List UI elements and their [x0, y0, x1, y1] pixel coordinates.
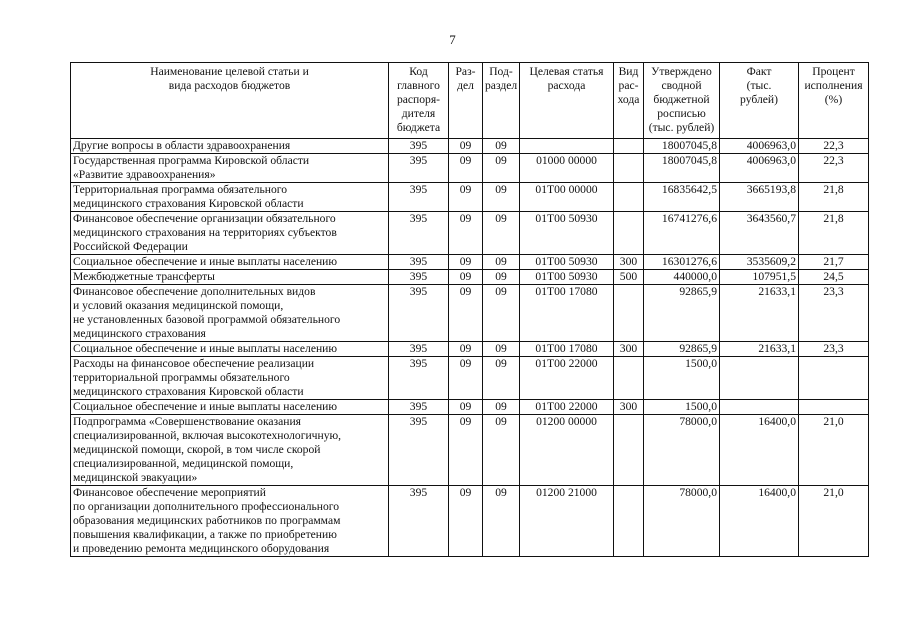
table-row	[71, 139, 869, 154]
cell-name: Финансовое обеспечение дополнительных видов и условий оказания медицинской помощи, не установленных базовой программой обязательного медицинского страхования	[71, 285, 389, 342]
table-row	[71, 154, 869, 183]
cell-vid	[614, 183, 644, 212]
cell-podrazdel: 09	[483, 486, 520, 557]
cell-razdel: 09	[449, 486, 483, 557]
cell-kgrb: 395	[389, 183, 449, 212]
table-row	[71, 285, 869, 342]
cell-name: Территориальная программа обязательного медицинского страхования Кировской области	[71, 183, 389, 212]
cell-podrazdel: 09	[483, 154, 520, 183]
cell-kgrb: 395	[389, 486, 449, 557]
cell-podrazdel: 09	[483, 255, 520, 270]
cell-kgrb: 395	[389, 270, 449, 285]
cell-utv: 1500,0	[644, 357, 720, 400]
cell-podrazdel: 09	[483, 342, 520, 357]
header-vid: Вид рас- хода	[614, 63, 644, 139]
cell-podrazdel: 09	[483, 183, 520, 212]
cell-utv: 78000,0	[644, 486, 720, 557]
cell-name: Другие вопросы в области здравоохранения	[71, 139, 389, 154]
cell-fakt: 3643560,7	[720, 212, 799, 255]
cell-kgrb: 395	[389, 342, 449, 357]
cell-kgrb: 395	[389, 415, 449, 486]
cell-tsel: 01Т00 50930	[520, 212, 614, 255]
cell-vid	[614, 154, 644, 183]
cell-vid	[614, 139, 644, 154]
table-body	[71, 139, 869, 557]
cell-fakt: 4006963,0	[720, 139, 799, 154]
cell-tsel: 01200 21000	[520, 486, 614, 557]
cell-fakt	[720, 400, 799, 415]
cell-utv: 78000,0	[644, 415, 720, 486]
cell-fakt: 4006963,0	[720, 154, 799, 183]
cell-procent: 23,3	[799, 285, 869, 342]
cell-procent: 21,0	[799, 486, 869, 557]
table-row	[71, 342, 869, 357]
cell-vid: 500	[614, 270, 644, 285]
cell-name: Расходы на финансовое обеспечение реализации территориальной программы обязательного медицинского страхования Кировской области	[71, 357, 389, 400]
cell-name: Государственная программа Кировской области «Развитие здравоохранения»	[71, 154, 389, 183]
cell-podrazdel: 09	[483, 400, 520, 415]
cell-procent: 21,0	[799, 415, 869, 486]
cell-tsel: 01Т00 17080	[520, 285, 614, 342]
cell-tsel	[520, 139, 614, 154]
cell-kgrb: 395	[389, 400, 449, 415]
cell-fakt: 16400,0	[720, 486, 799, 557]
cell-razdel: 09	[449, 154, 483, 183]
header-utv: Утверждено сводной бюджетной росписью (тыс. рублей)	[644, 63, 720, 139]
cell-podrazdel: 09	[483, 285, 520, 342]
cell-razdel: 09	[449, 342, 483, 357]
cell-razdel: 09	[449, 415, 483, 486]
cell-razdel: 09	[449, 270, 483, 285]
cell-name: Финансовое обеспечение организации обязательного медицинского страхования на территориях субъектов Российской Федерации	[71, 212, 389, 255]
header-name: Наименование целевой статьи и вида расходов бюджетов	[71, 63, 389, 139]
cell-podrazdel: 09	[483, 139, 520, 154]
cell-podrazdel: 09	[483, 212, 520, 255]
cell-kgrb: 395	[389, 357, 449, 400]
cell-name: Подпрограмма «Совершенствование оказания специализированной, включая высокотехнологичную, медицинской помощи, скорой, в том числе скорой специализированной, медицинской помощи, медицинской эвакуации»	[71, 415, 389, 486]
cell-name: Социальное обеспечение и иные выплаты населению	[71, 255, 389, 270]
table-row	[71, 357, 869, 400]
cell-utv: 92865,9	[644, 342, 720, 357]
header-fakt: Факт (тыс. рублей)	[720, 63, 799, 139]
cell-razdel: 09	[449, 212, 483, 255]
table-row	[71, 212, 869, 255]
cell-razdel: 09	[449, 139, 483, 154]
cell-fakt: 21633,1	[720, 285, 799, 342]
cell-tsel: 01Т00 50930	[520, 255, 614, 270]
cell-vid	[614, 357, 644, 400]
cell-fakt	[720, 357, 799, 400]
cell-utv: 16835642,5	[644, 183, 720, 212]
cell-procent: 23,3	[799, 342, 869, 357]
cell-vid: 300	[614, 255, 644, 270]
cell-procent: 24,5	[799, 270, 869, 285]
cell-fakt: 3535609,2	[720, 255, 799, 270]
cell-utv: 1500,0	[644, 400, 720, 415]
cell-kgrb: 395	[389, 154, 449, 183]
header-procent: Процент исполнения (%)	[799, 63, 869, 139]
cell-fakt: 107951,5	[720, 270, 799, 285]
page-number: 7	[449, 32, 456, 47]
cell-kgrb: 395	[389, 139, 449, 154]
cell-name: Социальное обеспечение и иные выплаты населению	[71, 400, 389, 415]
cell-name: Финансовое обеспечение мероприятий по организации дополнительного профессионального образования медицинских работников по программам повышения квалификации, а также по приобретению и проведению ремонта медицинского оборудования	[71, 486, 389, 557]
cell-tsel: 01200 00000	[520, 415, 614, 486]
cell-vid	[614, 486, 644, 557]
cell-utv: 18007045,8	[644, 154, 720, 183]
cell-fakt: 21633,1	[720, 342, 799, 357]
cell-procent: 22,3	[799, 139, 869, 154]
header-kgrb: Код главного распоря- дителя бюджета	[389, 63, 449, 139]
cell-razdel: 09	[449, 183, 483, 212]
cell-vid	[614, 415, 644, 486]
cell-fakt: 3665193,8	[720, 183, 799, 212]
cell-kgrb: 395	[389, 255, 449, 270]
cell-fakt: 16400,0	[720, 415, 799, 486]
cell-procent: 21,8	[799, 183, 869, 212]
table-row	[71, 486, 869, 557]
cell-razdel: 09	[449, 357, 483, 400]
cell-tsel: 01000 00000	[520, 154, 614, 183]
cell-tsel: 01Т00 00000	[520, 183, 614, 212]
cell-vid: 300	[614, 342, 644, 357]
cell-tsel: 01Т00 50930	[520, 270, 614, 285]
cell-podrazdel: 09	[483, 415, 520, 486]
table-header	[71, 63, 869, 139]
cell-vid	[614, 285, 644, 342]
cell-utv: 18007045,8	[644, 139, 720, 154]
cell-razdel: 09	[449, 400, 483, 415]
cell-utv: 16301276,6	[644, 255, 720, 270]
table-row	[71, 270, 869, 285]
cell-tsel: 01Т00 22000	[520, 357, 614, 400]
cell-procent	[799, 400, 869, 415]
header-tsel: Целевая статья расхода	[520, 63, 614, 139]
cell-name: Социальное обеспечение и иные выплаты населению	[71, 342, 389, 357]
cell-kgrb: 395	[389, 285, 449, 342]
cell-razdel: 09	[449, 285, 483, 342]
cell-vid	[614, 212, 644, 255]
cell-kgrb: 395	[389, 212, 449, 255]
table-row	[71, 415, 869, 486]
cell-podrazdel: 09	[483, 270, 520, 285]
cell-utv: 92865,9	[644, 285, 720, 342]
cell-razdel: 09	[449, 255, 483, 270]
cell-procent	[799, 357, 869, 400]
table-row	[71, 183, 869, 212]
cell-tsel: 01Т00 17080	[520, 342, 614, 357]
cell-podrazdel: 09	[483, 357, 520, 400]
cell-procent: 22,3	[799, 154, 869, 183]
cell-tsel: 01Т00 22000	[520, 400, 614, 415]
header-podrazdel: Под- раздел	[483, 63, 520, 139]
cell-procent: 21,7	[799, 255, 869, 270]
table-row	[71, 400, 869, 415]
cell-utv: 16741276,6	[644, 212, 720, 255]
cell-procent: 21,8	[799, 212, 869, 255]
header-razdel: Раз- дел	[449, 63, 483, 139]
table-row	[71, 255, 869, 270]
cell-vid: 300	[614, 400, 644, 415]
cell-utv: 440000,0	[644, 270, 720, 285]
cell-name: Межбюджетные трансферты	[71, 270, 389, 285]
budget-execution-table	[70, 62, 869, 557]
